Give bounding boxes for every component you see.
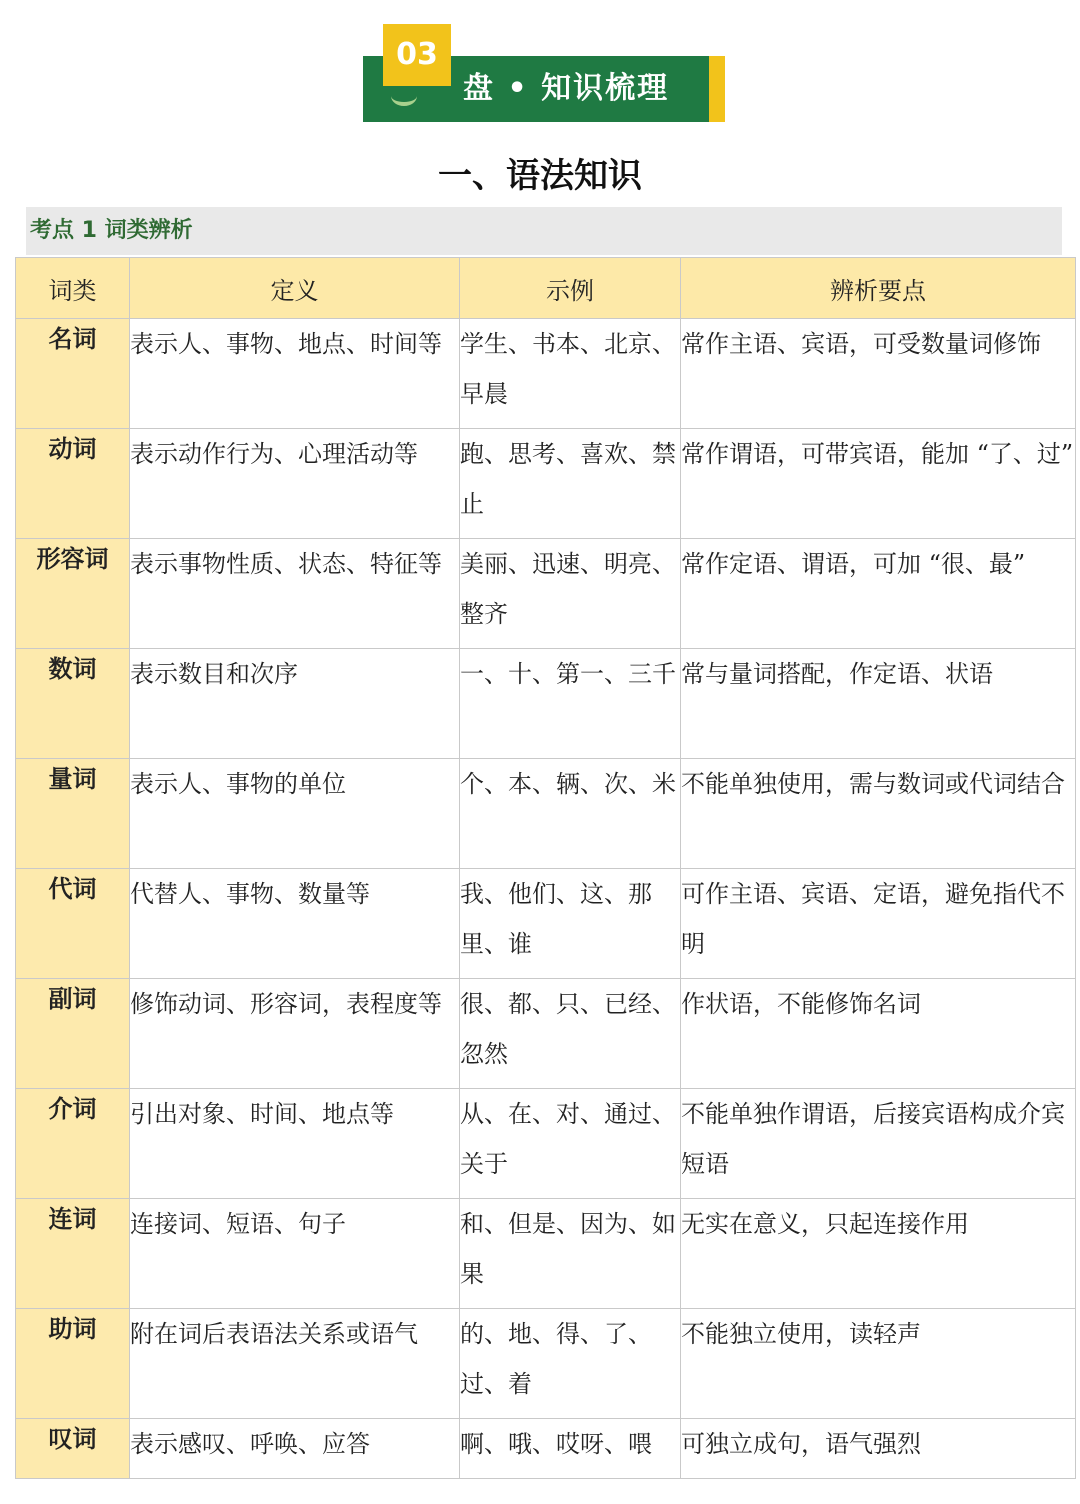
definition-cell: 表示数目和次序 <box>130 649 460 759</box>
key-point-cell: 不能单独作谓语，后接宾语构成介宾短语 <box>681 1089 1076 1199</box>
table-row <box>16 1309 1076 1419</box>
key-point-cell: 不能单独使用，需与数词或代词结合 <box>681 759 1076 869</box>
example-cell: 从、在、对、通过、关于 <box>460 1089 681 1199</box>
table-row <box>16 1419 1076 1479</box>
table-row <box>16 539 1076 649</box>
definition-cell: 引出对象、时间、地点等 <box>130 1089 460 1199</box>
word-class-table <box>15 257 1076 1479</box>
key-point-cell: 无实在意义，只起连接作用 <box>681 1199 1076 1309</box>
header-cell: 辨析要点 <box>681 258 1076 319</box>
section-bar <box>26 207 1062 255</box>
key-point-cell: 可独立成句，语气强烈 <box>681 1419 1076 1479</box>
badge-yellow-edge <box>709 56 725 122</box>
word-class-cell: 介词 <box>16 1089 130 1199</box>
definition-cell: 表示人、事物、地点、时间等 <box>130 319 460 429</box>
key-point-cell: 常作主语、宾语，可受数量词修饰 <box>681 319 1076 429</box>
word-class-cell: 连词 <box>16 1199 130 1309</box>
example-cell: 啊、哦、哎呀、喂 <box>460 1419 681 1479</box>
example-cell: 的、地、得、了、过、着 <box>460 1309 681 1419</box>
table-header-row <box>16 258 1076 319</box>
word-class-cell: 名词 <box>16 319 130 429</box>
key-point-cell: 常作定语、谓语，可加 “很、最” <box>681 539 1076 649</box>
definition-cell: 表示感叹、呼唤、应答 <box>130 1419 460 1479</box>
word-class-cell: 代词 <box>16 869 130 979</box>
section-badge <box>363 24 725 122</box>
key-point-cell: 常与量词搭配，作定语、状语 <box>681 649 1076 759</box>
table-row <box>16 869 1076 979</box>
word-class-cell: 助词 <box>16 1309 130 1419</box>
definition-cell: 表示动作行为、心理活动等 <box>130 429 460 539</box>
word-class-cell: 数词 <box>16 649 130 759</box>
definition-cell: 附在词后表语法关系或语气 <box>130 1309 460 1419</box>
definition-cell: 表示事物性质、状态、特征等 <box>130 539 460 649</box>
example-cell: 跑、思考、喜欢、禁止 <box>460 429 681 539</box>
example-cell: 学生、书本、北京、早晨 <box>460 319 681 429</box>
table-row <box>16 429 1076 539</box>
table-row <box>16 1089 1076 1199</box>
table-row <box>16 1199 1076 1309</box>
header-cell: 定义 <box>130 258 460 319</box>
leaf-icon <box>391 86 417 106</box>
key-point-cell: 不能独立使用，读轻声 <box>681 1309 1076 1419</box>
example-cell: 我、他们、这、那里、谁 <box>460 869 681 979</box>
word-class-cell: 形容词 <box>16 539 130 649</box>
example-cell: 个、本、辆、次、米 <box>460 759 681 869</box>
word-class-cell: 量词 <box>16 759 130 869</box>
header-cell: 词类 <box>16 258 130 319</box>
word-class-cell: 副词 <box>16 979 130 1089</box>
definition-cell: 表示人、事物的单位 <box>130 759 460 869</box>
key-point-cell: 作状语，不能修饰名词 <box>681 979 1076 1089</box>
word-class-cell: 叹词 <box>16 1419 130 1479</box>
definition-cell: 代替人、事物、数量等 <box>130 869 460 979</box>
header-cell: 示例 <box>460 258 681 319</box>
example-cell: 和、但是、因为、如果 <box>460 1199 681 1309</box>
key-point-cell: 常作谓语，可带宾语，能加 “了、过” <box>681 429 1076 539</box>
definition-cell: 连接词、短语、句子 <box>130 1199 460 1309</box>
section-label: 考点 1 词类辨析 <box>30 218 193 243</box>
table-row <box>16 649 1076 759</box>
badge-title: 盘 • 知识梳理 <box>463 71 670 106</box>
example-cell: 美丽、迅速、明亮、整齐 <box>460 539 681 649</box>
table-row <box>16 759 1076 869</box>
key-point-cell: 可作主语、宾语、定语，避免指代不明 <box>681 869 1076 979</box>
word-class-cell: 动词 <box>16 429 130 539</box>
badge-number: 03 <box>383 24 451 86</box>
page-title: 一、语法知识 <box>438 156 642 196</box>
table-row <box>16 319 1076 429</box>
example-cell: 很、都、只、已经、忽然 <box>460 979 681 1089</box>
definition-cell: 修饰动词、形容词，表程度等 <box>130 979 460 1089</box>
table-row <box>16 979 1076 1089</box>
example-cell: 一、十、第一、三千 <box>460 649 681 759</box>
